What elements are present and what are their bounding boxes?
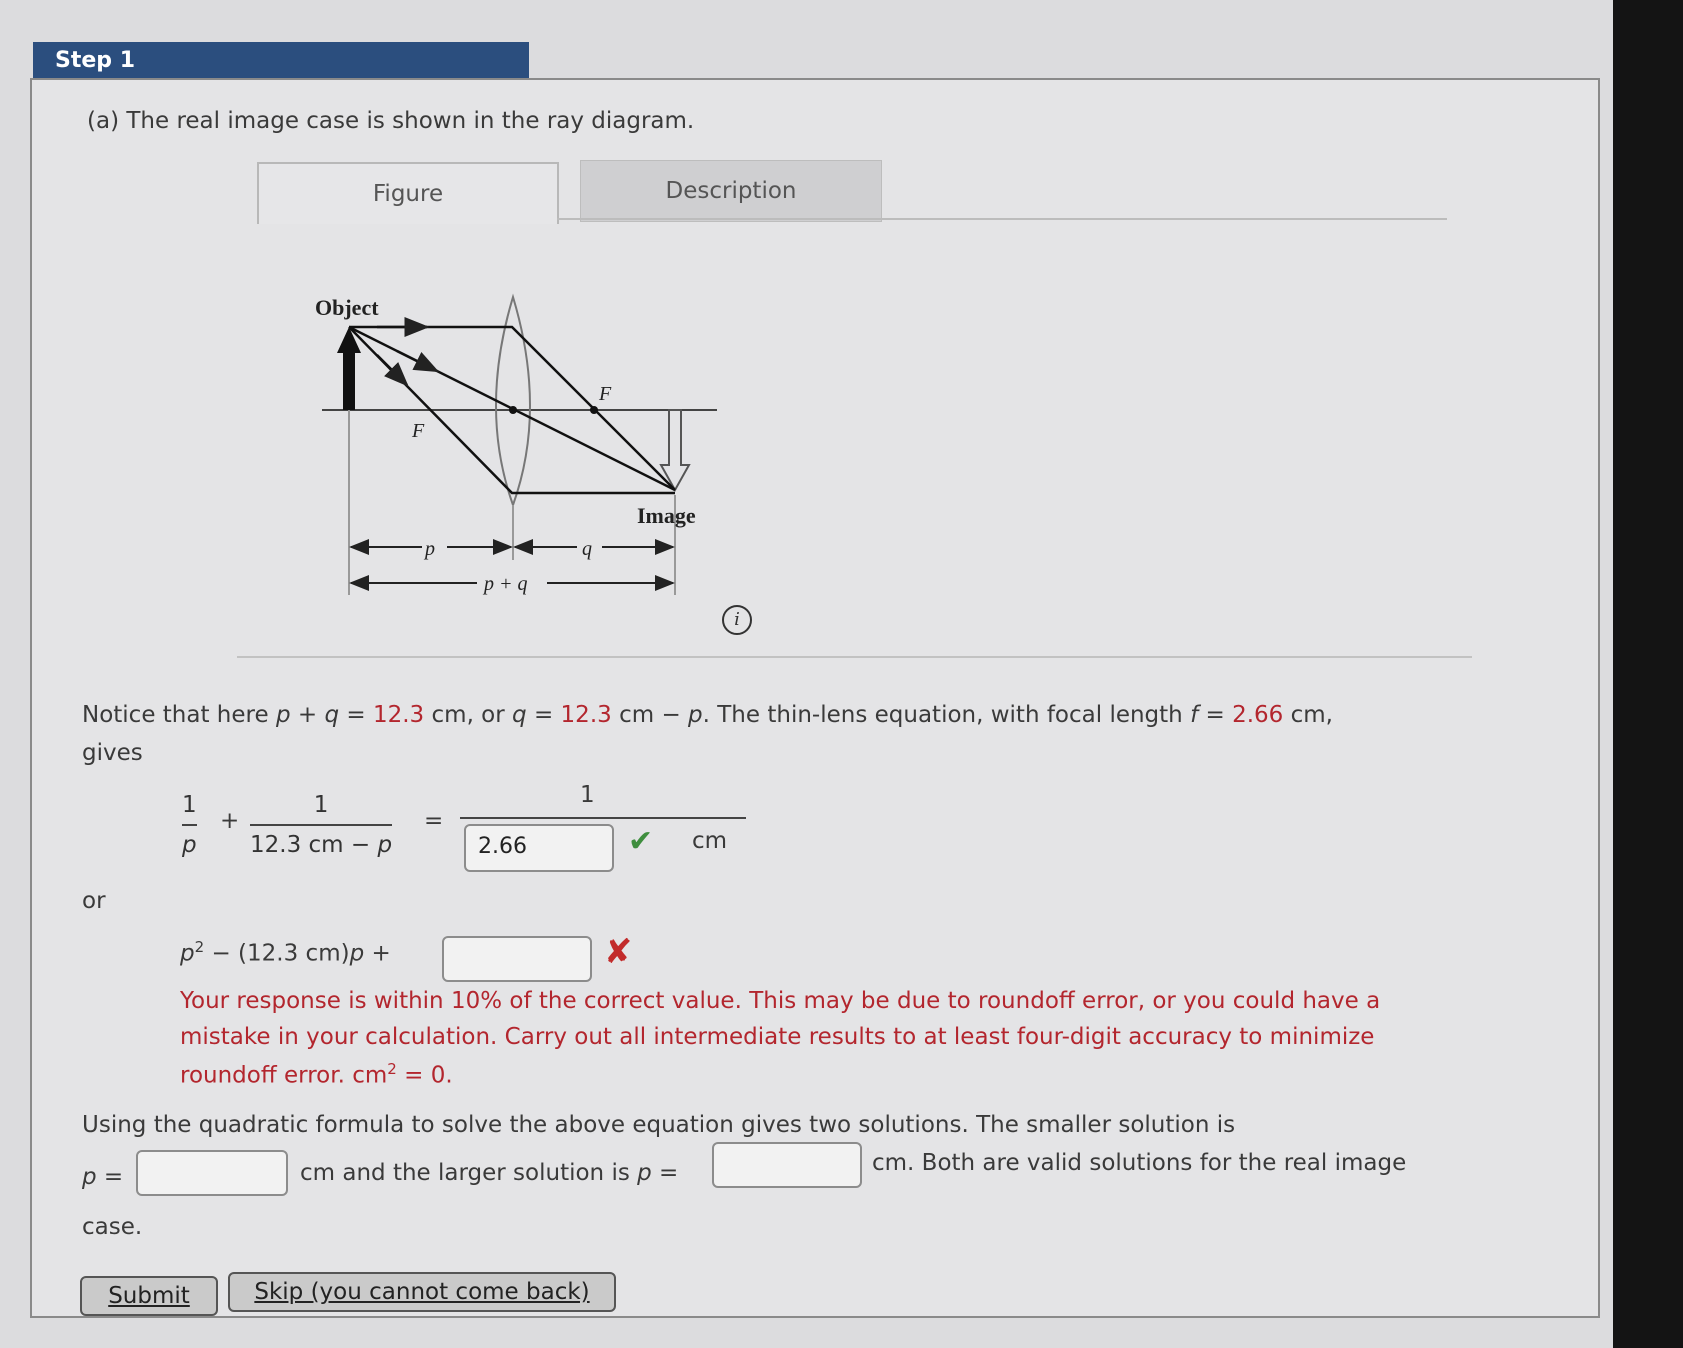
figure-separator xyxy=(237,656,1472,658)
label-q: q xyxy=(582,538,592,560)
focal-length-input[interactable]: 2.66 xyxy=(464,824,614,872)
solve-line-1: Using the quadratic formula to solve the above equation gives two solutions. The smaller solution is xyxy=(82,1112,1236,1138)
notice-q-value: 12.3 xyxy=(560,702,612,728)
solve-line-3: case. xyxy=(82,1214,143,1240)
solve-end-text: cm. Both are valid solutions for the real image xyxy=(872,1150,1407,1176)
feedback-line-1: Your response is within 10% of the correct value. This may be due to roundoff error, or you could have a xyxy=(180,988,1381,1014)
ray-arrow-3 xyxy=(377,355,407,385)
or-label: or xyxy=(82,888,106,914)
constant-term-input[interactable] xyxy=(442,936,592,982)
eq1-plus: + xyxy=(220,808,240,834)
ray-arrow-2 xyxy=(397,351,437,371)
eq1-equals: = xyxy=(424,808,444,834)
notice-sum-value: 12.3 xyxy=(372,702,425,728)
tab-description-label: Description xyxy=(665,178,797,204)
feedback-line-3: roundoff error. $cm^2 = 0$. xyxy=(180,1060,453,1089)
notice-line-2: gives xyxy=(82,740,143,766)
notice-line-1: Notice that here p + q = 12.3 cm, or q = 12.3 cm − p. The thin-lens equation, with focal length f = 2.66 cm, xyxy=(82,702,1333,728)
eq1-unit: cm xyxy=(692,828,728,854)
focal-point-right xyxy=(590,406,598,414)
solve-mid-text: cm and the larger solution is p = xyxy=(300,1160,679,1186)
intro-text: (a) The real image case is shown in the ray diagram. xyxy=(87,108,695,134)
screen-edge xyxy=(1613,0,1683,1348)
feedback-line-2: mistake in your calculation. Carry out all intermediate results to at least four-digit accuracy to minimize xyxy=(180,1024,1375,1050)
ray-diagram xyxy=(277,275,737,615)
quadratic-expression: $p^2 - (12.3$ cm)p + xyxy=(180,938,391,967)
tab-figure-label: Figure xyxy=(372,181,444,207)
label-f-right: F xyxy=(599,383,612,405)
submit-button[interactable]: Submit xyxy=(80,1276,218,1316)
notice-focal-value: 2.66 xyxy=(1232,702,1284,728)
tab-figure[interactable] xyxy=(257,162,559,224)
label-image: Image xyxy=(637,503,696,528)
step-label: Step 1 xyxy=(55,48,135,73)
tab-description[interactable] xyxy=(580,160,882,222)
smaller-solution-input[interactable] xyxy=(136,1150,288,1196)
larger-solution-input[interactable] xyxy=(712,1142,862,1188)
eq1-rhs-numerator: 1 xyxy=(580,782,595,808)
step-header xyxy=(33,42,529,80)
incorrect-x-icon: ✘ xyxy=(604,932,633,972)
info-icon[interactable]: i xyxy=(722,605,752,635)
label-f-left: F xyxy=(412,420,425,442)
label-p: p xyxy=(425,538,435,560)
label-p-plus-q: p + q xyxy=(484,573,528,595)
fraction-1-over-12.3-minus-p: 1 12.3 cm − p xyxy=(250,792,393,858)
fraction-1-over-p: 1 p xyxy=(182,792,197,858)
label-object: Object xyxy=(315,295,379,320)
step-card xyxy=(30,78,1600,1318)
correct-check-icon: ✔ xyxy=(628,824,654,859)
tab-underline xyxy=(557,218,1447,220)
lens-center-point xyxy=(509,406,517,414)
image-arrow xyxy=(661,410,689,490)
skip-button[interactable]: Skip (you cannot come back) xyxy=(228,1272,616,1312)
eq1-rhs-fraction-bar xyxy=(460,817,746,819)
solve-p-label: p = xyxy=(82,1164,124,1190)
